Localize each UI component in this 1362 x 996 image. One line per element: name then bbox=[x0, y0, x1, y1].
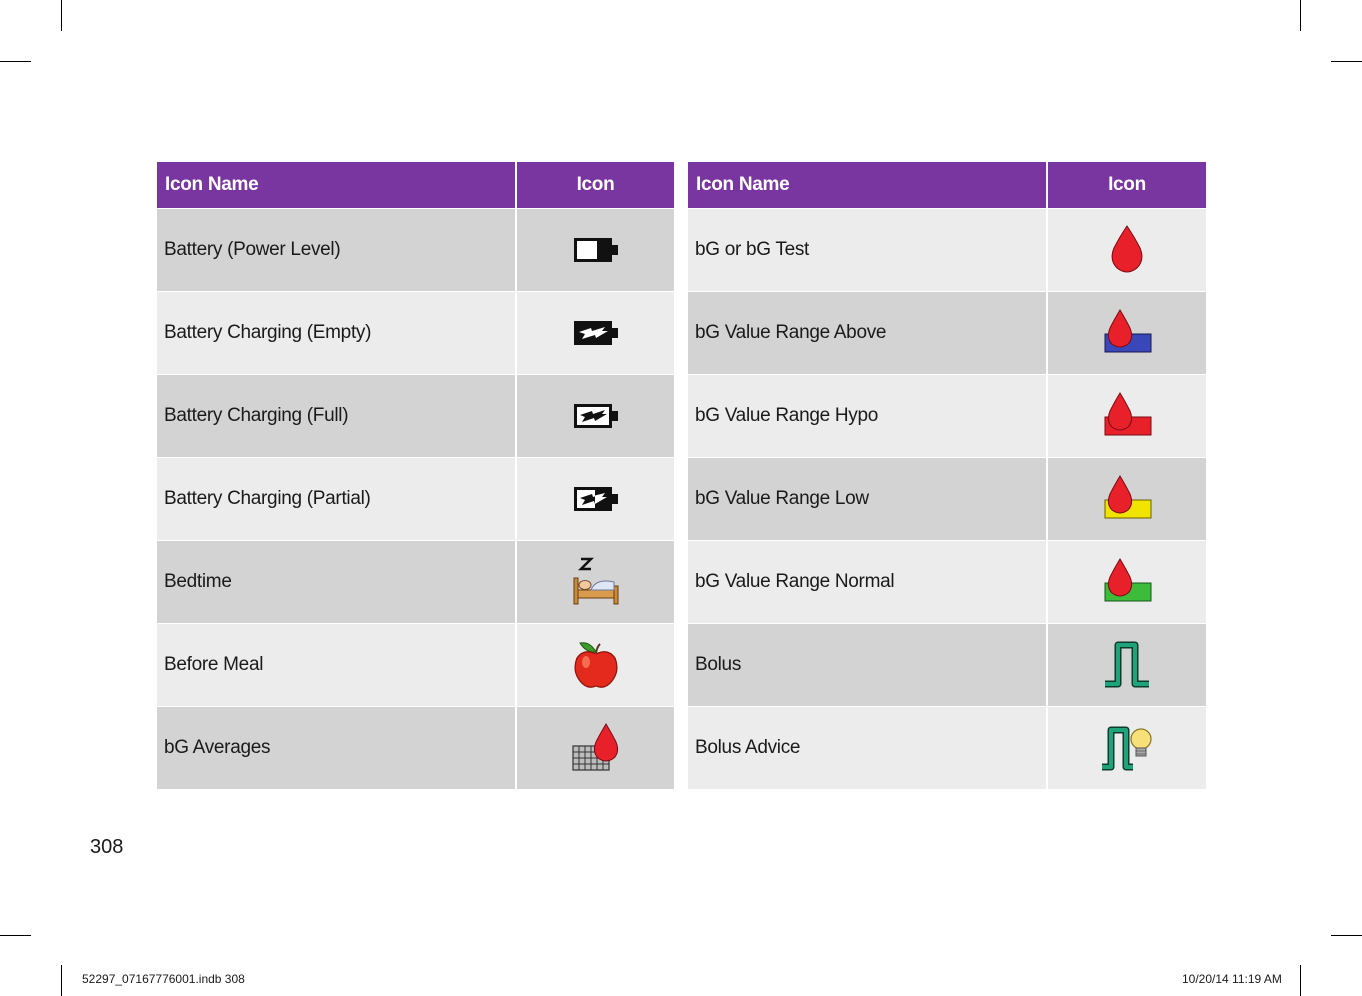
crop-mark bbox=[1331, 61, 1362, 62]
bg-averages-icon bbox=[570, 722, 622, 774]
icon-table-right bbox=[688, 162, 1206, 789]
icon-name-cell: Bolus bbox=[688, 623, 1046, 706]
table-row bbox=[688, 457, 1206, 540]
icon-name-cell: bG Value Range Above bbox=[688, 291, 1046, 374]
icon-name-cell: Bolus Advice bbox=[688, 706, 1046, 789]
icon-name-cell: Battery (Power Level) bbox=[157, 208, 515, 291]
table-row bbox=[157, 540, 674, 623]
battery-power-level-icon bbox=[572, 235, 620, 265]
bg-range-normal-icon bbox=[1101, 556, 1153, 608]
table-header-row bbox=[688, 162, 1206, 208]
icon-name-cell: Battery Charging (Empty) bbox=[157, 291, 515, 374]
icon-name-cell: Battery Charging (Partial) bbox=[157, 457, 515, 540]
bg-range-above-icon bbox=[1101, 307, 1153, 359]
table-row bbox=[157, 706, 674, 789]
table-row bbox=[688, 291, 1206, 374]
battery-charging-partial-icon bbox=[572, 484, 620, 514]
crop-mark bbox=[0, 935, 31, 936]
icon-name-cell: bG Value Range Hypo bbox=[688, 374, 1046, 457]
icon-name-cell: bG Averages bbox=[157, 706, 515, 789]
bolus-advice-icon bbox=[1099, 722, 1155, 774]
table-row bbox=[157, 623, 674, 706]
icon-name-cell: Bedtime bbox=[157, 540, 515, 623]
crop-mark bbox=[1300, 0, 1301, 31]
table-row bbox=[688, 540, 1206, 623]
table-row bbox=[688, 706, 1206, 789]
blood-drop-icon bbox=[1101, 224, 1153, 276]
column-header-icon-name: Icon Name bbox=[157, 162, 515, 208]
bg-range-low-icon bbox=[1101, 473, 1153, 525]
table-row bbox=[157, 457, 674, 540]
battery-charging-full-icon bbox=[572, 401, 620, 431]
icon-name-cell: Before Meal bbox=[157, 623, 515, 706]
footer-timestamp: 10/20/14 11:19 AM bbox=[1182, 972, 1282, 986]
table-row bbox=[157, 374, 674, 457]
table-row bbox=[157, 291, 674, 374]
column-header-icon: Icon bbox=[1046, 162, 1206, 208]
crop-mark bbox=[61, 0, 62, 31]
icon-name-cell: bG Value Range Normal bbox=[688, 540, 1046, 623]
icon-name-cell: Battery Charging (Full) bbox=[157, 374, 515, 457]
crop-mark bbox=[0, 61, 31, 62]
page-number: 308 bbox=[90, 836, 124, 858]
icon-name-cell: bG or bG Test bbox=[688, 208, 1046, 291]
column-header-icon: Icon bbox=[515, 162, 674, 208]
table-row bbox=[157, 208, 674, 291]
table-row bbox=[688, 374, 1206, 457]
footer-file-slug: 52297_07167776001.indb 308 bbox=[82, 972, 245, 986]
bolus-icon bbox=[1101, 639, 1153, 691]
bedtime-icon bbox=[570, 556, 622, 608]
bg-range-hypo-icon bbox=[1101, 390, 1153, 442]
battery-charging-empty-icon bbox=[572, 318, 620, 348]
table-header-row bbox=[157, 162, 674, 208]
icon-name-cell: bG Value Range Low bbox=[688, 457, 1046, 540]
crop-mark bbox=[1300, 965, 1301, 996]
column-header-icon-name: Icon Name bbox=[688, 162, 1046, 208]
crop-mark bbox=[1331, 935, 1362, 936]
table-row bbox=[688, 208, 1206, 291]
apple-icon bbox=[570, 639, 622, 691]
crop-mark bbox=[61, 965, 62, 996]
icon-table-left bbox=[157, 162, 674, 789]
table-row bbox=[688, 623, 1206, 706]
